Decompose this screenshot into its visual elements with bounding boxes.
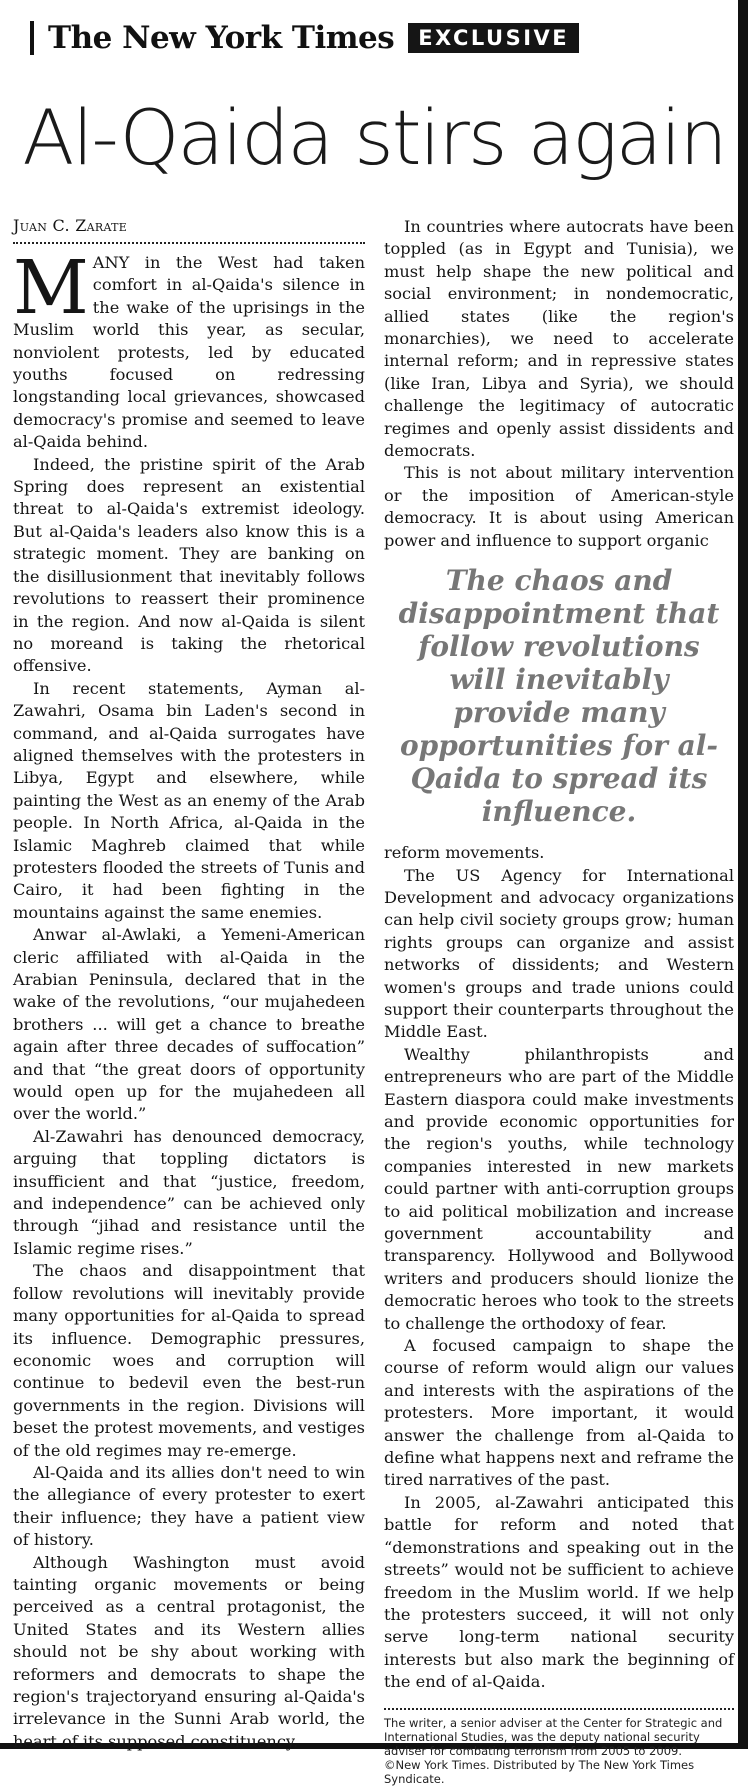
page-edge-right (738, 0, 748, 1749)
article-paragraph: Al-Qaida and its allies don't need to win the allegiance of every protester to exert their influence; they have a patient view of history. (13, 1462, 365, 1550)
pull-quote: The chaos and disappointment that follow revolutions will inevitably provide many opportunities for al-Qaida to spread its influence. (398, 564, 720, 829)
article-paragraph-continued: reform movements. (384, 843, 545, 863)
article-paragraph: The chaos and disappointment that follow revolutions will inevitably provide many opportunities for al-Qaida to spread its influence. Demographic pressures, economic woes and corruption will continue to bedevil even the best-run governments in the region. Divisions will beset the protest movements, and vestiges of the old regimes may re-emerge. (13, 1261, 365, 1460)
newspaper-name: The New York Times (48, 19, 395, 56)
article-paragraph: In 2005, al-Zawahri anticipated this battle for reform and noted that “demonstrations and speaking out in the streets” would not be sufficient to achieve freedom in the Muslim world. If we help the protesters succeed, it will not only serve long-term national security interests but also mark the beginning of the end of al-Qaida. (384, 1492, 734, 1692)
article-paragraph: In countries where autocrats have been toppled (as in Egypt and Tunisia), we must help shape the new political and social environment; in nondemocratic, allied states (like the region's monarchies), we need to accelerate internal reform; and in repressive states (like Iran, Libya and Syria), we should challenge the legitimacy of autocratic regimes and openly assist dissidents and democrats. (384, 217, 734, 461)
article-paragraph: A focused campaign to shape the course of reform would align our values and interests with the aspirations of the protesters. More important, it would answer the challenge from al-Qaida to define what happens next and reframe the tired narratives of the past. (384, 1336, 734, 1490)
masthead-rule (30, 21, 34, 55)
article-paragraph: Wealthy philanthropists and entrepreneurs who are part of the Middle Eastern diaspora could make investments and provide economic opportunities for the region's youths, while technology companies interested in new markets could partner with anti-corruption groups to aid political mobilization and increase government accountability and transparency. Hollywood and Bollywood writers and producers should lionize the democratic heroes who took to the streets to challenge the orthodoxy of fear. (384, 1044, 734, 1333)
article-paragraph: This is not about military intervention or the imposition of American-style democracy. It is about using American power and influence to support organic (384, 463, 734, 550)
drop-cap: M (13, 245, 89, 331)
article-paragraph: Indeed, the pristine spirit of the Arab Spring does represent an existential threat to al-Qaida's extremist ideology. But al-Qaida's leaders also know this is a strategic moment. They are banking on the disillusionment that inevitably follows revolutions to reassert their prominence in the region. And now al-Qaida is silent no moreand is taking the rhetorical offensive. (13, 454, 365, 676)
left-column (13, 216, 365, 1753)
byline: Juan C. Zarate (13, 216, 365, 244)
author-bio: The writer, a senior adviser at the Center for Strategic and International Studies, was the deputy national security adviser for combating terrorism from 2005 to 2009. (384, 1715, 723, 1758)
masthead (30, 18, 579, 58)
article-paragraph (13, 245, 365, 454)
author-footnote (384, 1708, 734, 1786)
article-paragraph: In recent statements, Ayman al-Zawahri, Osama bin Laden's second in command, and al-Qaida surrogates have aligned themselves with the protesters in Libya, Egypt and elsewhere, while painting the West as an enemy of the Arab people. In North Africa, al-Qaida in the Islamic Maghreb claimed that while protesters flooded the streets of Tunis and Cairo, it had been fighting in the mountains against the same enemies. (13, 678, 365, 922)
article-paragraph: Anwar al-Awlaki, a Yemeni-American cleric affiliated with al-Qaida in the Arabian Peninsula, declared that in the wake of the revolutions, “our mujahedeen brothers ... will get a chance to breathe again after three decades of suffocation” and that “the great doors of opportunity would open up for the mujahedeen all over the world.” (13, 925, 365, 1124)
right-column (384, 216, 734, 1786)
paragraph-text: ANY in the West had taken comfort in al-Qaida's silence in the wake of the uprisings in the Muslim world this year, as secular, nonviolent protests, led by educated youths focused on redressing longstanding local grievances, showcased democracy's promise and seemed to leave al-Qaida behind. (13, 253, 365, 452)
headline: Al-Qaida stirs again (22, 93, 726, 182)
article-paragraph: The US Agency for International Development and advocacy organizations can help civil society groups grow; human rights groups can organize and assist networks of dissidents; and Western women's groups and trade unions could support their counterparts throughout the Middle East. (384, 865, 734, 1042)
copyright-notice: ©New York Times. Distributed by The New York Times Syndicate. (384, 1757, 695, 1786)
article-paragraph: Al-Zawahri has denounced democracy, arguing that toppling dictators is insufficient and that “justice, freedom, and independence” can be achieved only through “jihad and resistance until the Islamic regime rises.” (13, 1126, 365, 1258)
article-paragraph: Although Washington must avoid tainting organic movements or being perceived as a central protagonist, the United States and its Western allies should not be shy about working with reformers and democrats to shape the region's trajectoryand ensuring al-Qaida's irrelevance in the Sunni Arab world, the heart of its supposed constituency. (13, 1552, 365, 1751)
exclusive-badge: EXCLUSIVE (408, 23, 579, 53)
